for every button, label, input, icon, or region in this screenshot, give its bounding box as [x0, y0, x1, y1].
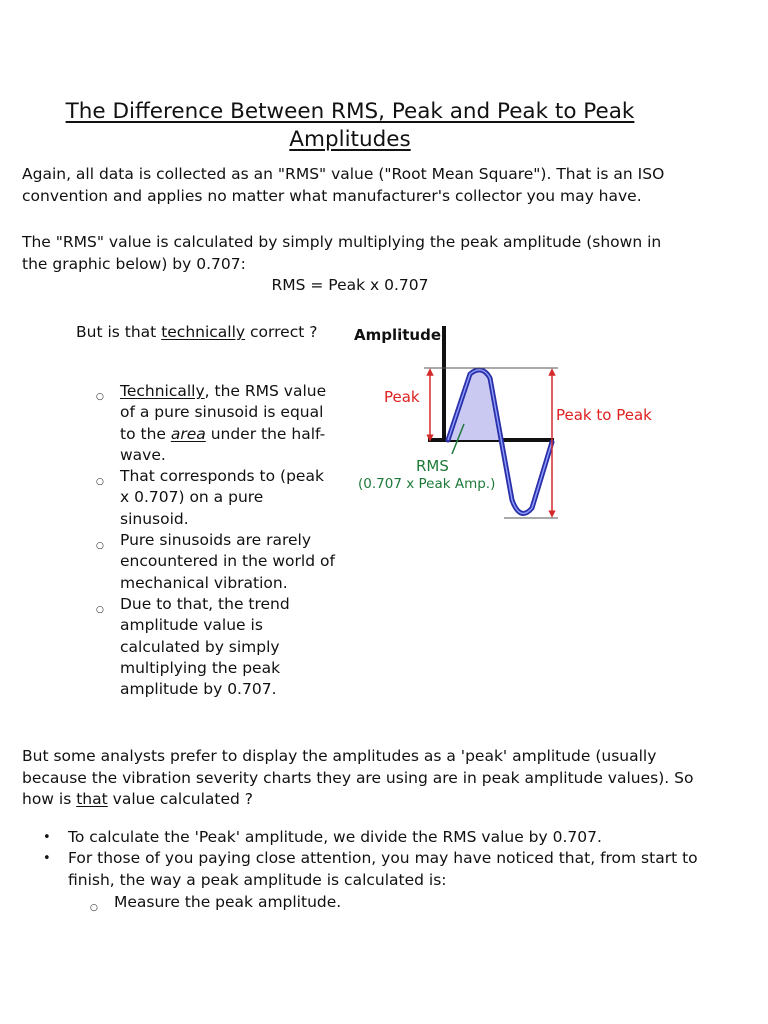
peak-calculation-list	[22, 827, 702, 891]
question-pre: But is that	[76, 323, 162, 341]
amplitude-diagram	[340, 318, 670, 528]
that-underlined: that	[76, 790, 108, 808]
technical-sub-list	[96, 381, 336, 700]
hollow-bullet-icon: ○	[96, 604, 104, 615]
axis-label-amplitude: Amplitude	[354, 326, 442, 344]
list-item	[22, 848, 702, 891]
sub-list-item	[96, 530, 336, 594]
rms-label: RMS	[416, 457, 449, 475]
peak-display-paragraph	[22, 746, 702, 811]
question-underlined: technically	[161, 323, 246, 341]
technical-question	[76, 322, 336, 343]
question-post: correct ?	[245, 323, 318, 341]
sub-list-item	[96, 594, 336, 700]
measure-step-item	[90, 892, 341, 913]
hollow-bullet-icon: ○	[96, 477, 104, 488]
para3-pre: But some analysts prefer to display the amplitudes as a 'peak' amplitude (usually because the vibration severity charts they are using are in peak amplitude values). So how is	[22, 747, 694, 808]
main-bullet-text-1: To calculate the 'Peak' amplitude, we divide the RMS value by 0.707.	[68, 828, 602, 846]
peak-label: Peak	[384, 388, 420, 406]
rms-sub-label: (0.707 x Peak Amp.)	[358, 476, 496, 492]
sub-item4-text: Due to that, the trend amplitude value is calculated by simply multiplying the peak amplitude by 0.707.	[120, 594, 290, 699]
hollow-bullet-icon: ○	[96, 392, 104, 402]
rms-formula: RMS = Peak x 0.707	[271, 276, 429, 294]
list-item	[22, 827, 702, 848]
rms-calculation-paragraph: The "RMS" value is calculated by simply multiplying the peak amplitude (shown in the graphic below) by 0.707:	[22, 233, 662, 273]
sub-list-item	[96, 466, 336, 530]
technically-underlined: Technically	[120, 382, 205, 400]
sub-item1-text: , the RMS value of a pure sinusoid is equal to the	[120, 382, 327, 443]
main-bullet-text-2: For those of you paying close attention, you may have noticed that, from start to finish, the way a peak amplitude is calculated is:	[68, 849, 698, 889]
bullet-dot-icon: •	[43, 830, 51, 845]
para3-post: value calculated ?	[107, 790, 253, 808]
bullet-dot-icon: •	[43, 851, 51, 867]
sub-item2-text: That corresponds to (peak x 0.707) on a pure sinusoid.	[120, 467, 324, 528]
sub-item1-end: under the half-wave.	[120, 424, 326, 464]
hollow-bullet-icon: ○	[90, 903, 98, 913]
page-title: The Difference Between RMS, Peak and Peak to Peak Amplitudes	[65, 99, 635, 152]
peak-to-peak-label: Peak to Peak	[556, 406, 652, 424]
hollow-bullet-icon: ○	[96, 541, 104, 552]
sub-item3-text: Pure sinusoids are rarely encountered in the world of mechanical vibration.	[120, 531, 335, 592]
measure-step-text: Measure the peak amplitude.	[114, 893, 342, 911]
area-emphasis: area	[170, 424, 206, 443]
intro-paragraph: Again, all data is collected as an "RMS" value ("Root Mean Square"). That is an ISO convention and applies no matter what manufacturer's collector you may have.	[22, 165, 665, 205]
sub-list-item	[96, 381, 336, 466]
